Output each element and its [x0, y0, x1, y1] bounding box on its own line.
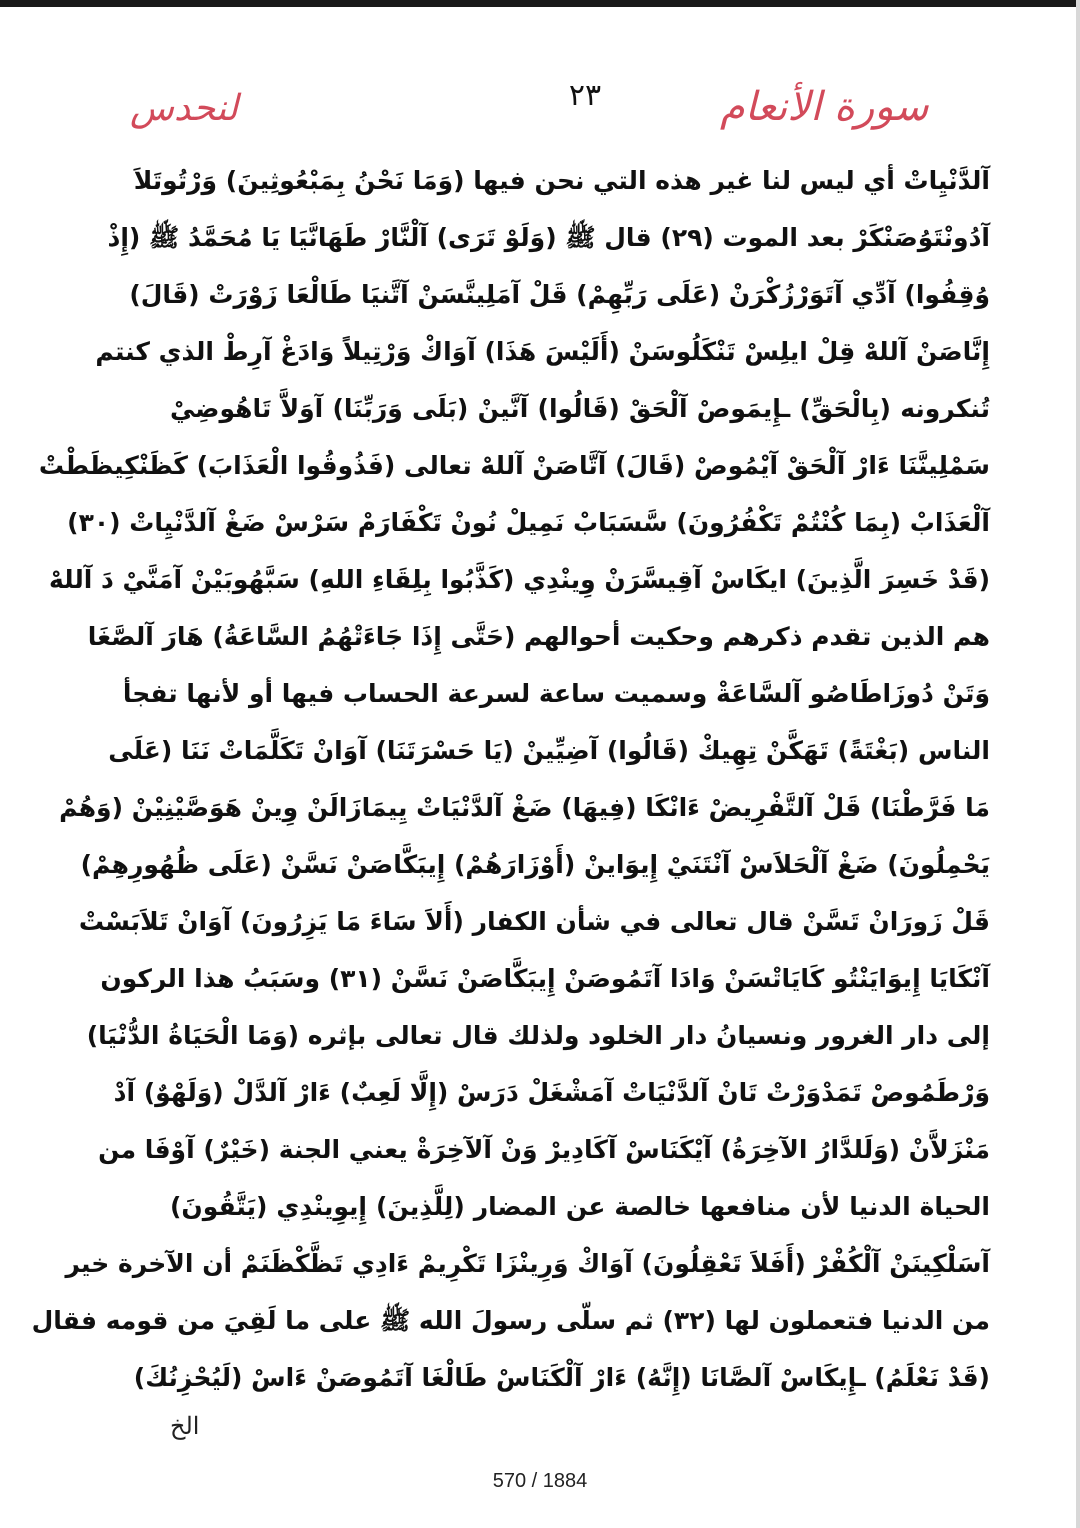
text-line: آلدَّنْيِاتْ أي ليس لنا غير هذه التي نحن فيها (وَمَا نَحْنُ بِمَبْعُوثِينَ) وَرْتُوتَلاَ: [133, 166, 990, 195]
text-line: الحياة الدنيا لأن منافعها خالصة عن المضار (لِلَّذِينَ) إِيوِينْدِي (يَتَّقُونَ): [170, 1192, 990, 1221]
handwritten-surah-title: سورة الأنعام: [720, 84, 929, 130]
text-line: يَحْمِلُونَ) ضَغْ آلْحَلاَسْ آنْتَنَيْ إِيوَاينْ (أَوْزَارَهُمْ) إِيبَكَّاصَنْ نَسَّنْ (عَلَى ظُهُورِهِمْ): [80, 850, 990, 879]
text-line: آنْكَايَا إِيوَايَنْتُو كَايَاتْسَنْ وَادَا آتَمُوصَنْ إِيبَكَّاصَنْ نَسَّنْ (٣١) وسَبَبُ هذا الركون: [100, 964, 990, 993]
text-line: من الدنيا فتعملون لها (٣٢) ثم سلّى رسولَ الله ﷺ على ما لَقِيَ من قومه فقال: [31, 1306, 990, 1335]
text-line: آدُونْتَوُصَنْكَرْ بعد الموت (٢٩) قال ﷺ (وَلَوْ تَرَى) آلْنَّارْ طَهَانَّيَا يَا مُحَمَّدُ ﷺ (إِذْ: [107, 223, 990, 252]
text-line: (قَدْ نَعْلَمُ) ـإِيكَاسْ آلصَّانَا (إِنَّهُ) ءَارْ آلْكَنَاسْ طَالْغَا آتَمُوصَنْ ءَاسْ (لَيُحْزِنُكَ): [133, 1363, 990, 1392]
text-line: إلى دار الغرور ونسيانُ دار الخلود ولذلك قال تعالى بإثره (وَمَا الْحَيَاةُ الدُّنْيَا): [86, 1021, 990, 1050]
text-line: وُقِفُوا) آدِّي آتَوَرْزُكْرَنْ (عَلَى رَبِّهِمْ) قَلْ آمَلِينَّسَنْ آتَّنيَا طَالْعَا زَوْرَتْ (قَالَ): [129, 280, 990, 309]
text-line: سَمْلِينَّنَا ءَارْ آلْحَقْ آيْمُوصْ (قَالَ) آتَّاصَنْ آللهْ تعالى (فَذُوقُوا الْعَذَابَ) كَظَنْكِيظَطْتْ: [38, 451, 990, 480]
pdf-page-counter: 570 / 1884: [492, 1470, 588, 1492]
text-line: إِنَّاصَنْ آللهْ قِلْ ايلِسْ تَنْكَلُوسَنْ (أَلَيْسَ هَذَا) آوَاكْ وَرْتِيلاً وَادَغْ آرِطْ الذي كنتم: [95, 337, 990, 366]
text-line: وَتَنْ دُوزَاطَاصُو آلسَّاعَةْ وسميت ساعة لسرعة الحساب فيها أو لأنها تفجأ: [122, 679, 990, 708]
text-line: (قَدْ خَسِرَ الَّذِينَ) ايكَاسْ آقِيسَّرَنْ وِينْدِي (كَذَّبُوا بِلِقَاءِ اللهِ) سَبَّهُوبَيْنْ آمَنَّيْ دَ آللهْ: [48, 565, 990, 594]
text-line: قَلْ زَورَانْ تَسَّنْ قال تعالى في شأن الكفار (أَلاَ سَاءَ مَا يَزِرُونَ) آوَانْ تَلاَبَسْتْ: [78, 907, 990, 936]
text-line: مَا فَرَّطْنَا) قَلْ آلتَّفْرِيضْ ءَانْكَا (فِيهَا) ضَغْ آلدَّنْيَاتْ يِيمَازَالَنْ وِينْ هَوَصَّيْنِيْنْ (وَهُمْ: [59, 793, 990, 822]
text-line: الناس (بَغْتَةً) تَهَكَّنْ تِهِيكْ (قَالُوا) آضِيِّينْ (يَا حَسْرَتَنَا) آوَانْ تَكَلَّمَاتْ نَنَا (عَلَى: [108, 736, 990, 765]
text-line: آلْعَذَابْ (بِمَا كُنْتُمْ تَكْفُرُونَ) سَّسَبَابْ نَمِيلْ نُونْ تَكْفَارَمْ سَرْسْ ضَغْ آلدَّنْيِاتْ (٣٠): [67, 508, 990, 537]
text-line: هم الذين تقدم ذكرهم وحكيت أحوالهم (حَتَّى إِذَا جَاءَتْهُمُ السَّاعَةُ) هَارَ آلصَّغَا: [87, 622, 990, 651]
handwritten-note-left: لنحدس: [130, 88, 238, 129]
catchword: الخ: [170, 1412, 200, 1440]
text-line: وَرْطَمُوصْ تَمَدْوَرْتْ تَانْ آلدَّنْيَاتْ آمَشْغَلْ دَرَسْ (إِلَّا لَعِبٌ) ءَارْ آلدَّلْ (وَلَهْوٌ) آدْ: [113, 1078, 990, 1107]
text-line: تُنكرونه (بِالْحَقِّ) ـإِيمَوصْ آلْحَقْ (قَالُوا) آنَّينْ (بَلَى وَرَبِّنَا) آوَلاَّ تَاهُوضِيْ: [170, 394, 990, 423]
page-number: ٢٣: [568, 78, 602, 113]
body-text: [31, 152, 990, 1406]
text-line: آسَلْكِينَنْ آلْكُفْرْ (أَفَلاَ تَعْقِلُونَ) آوَاكْ وَرِينْزَا تَكْرِيمْ ءَادِي تَظَّكْظَنَمْ أن الآخرة خير: [65, 1249, 990, 1278]
text-line: مَنْزَلاَّنْ (وَلَلدَّارُ الآخِرَةُ) آيْكَنَاسْ آكَادِيرْ وَنْ آلآخِرَةْ يعني الجنة (خَيْرٌ) آوْفَا من: [98, 1135, 990, 1164]
